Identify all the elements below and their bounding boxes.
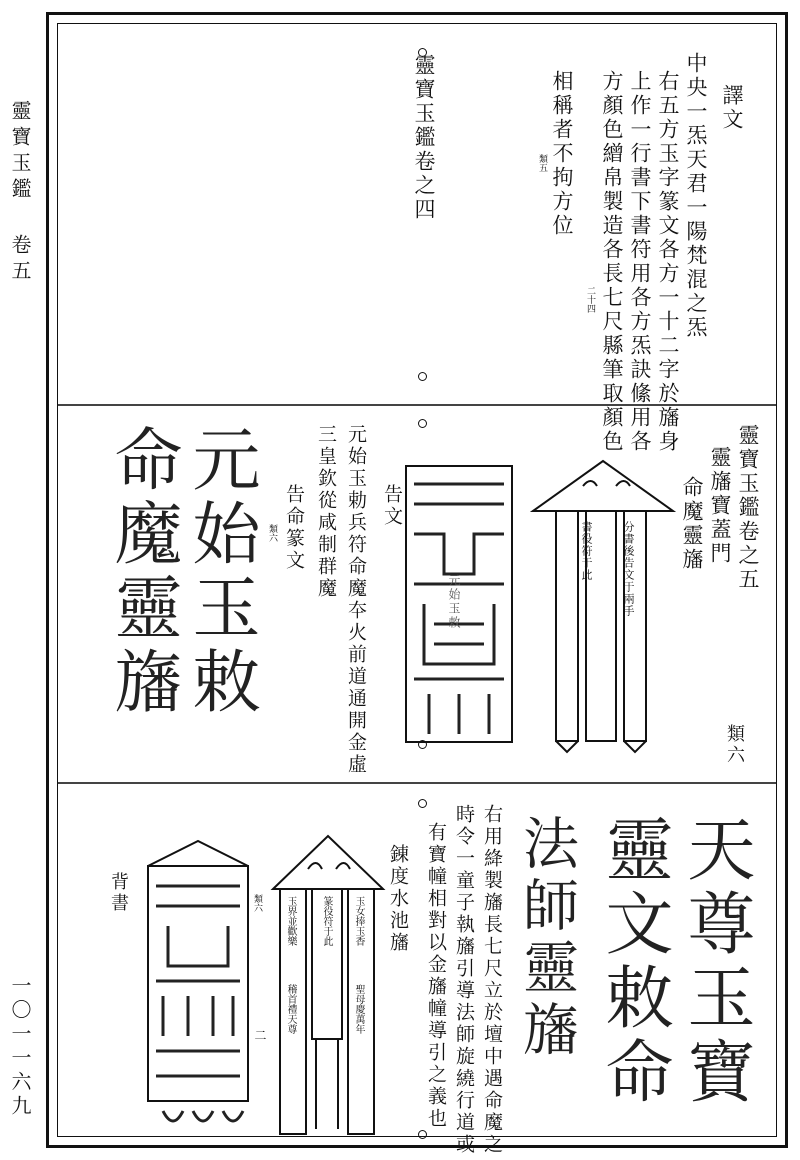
p3-back-label: 背書 — [108, 872, 129, 914]
page-inner-border — [57, 23, 777, 1156]
p2-banner-drawing — [528, 456, 678, 756]
p2-seal-col2: 命魔靈旛 — [103, 424, 182, 720]
p2-sub1: 靈旛寶蓋門 — [708, 446, 732, 566]
margin-page-number: 一〇一一六九 — [8, 975, 32, 1119]
p3-sub: 錬度水池旛 — [387, 844, 409, 954]
p2-title: 靈寶玉鑑卷之五 — [736, 424, 760, 592]
p3-banner-text-left: 玉女捧玉香 — [353, 896, 364, 946]
p2-text-col2: 三皇欽從咸制群魔 — [315, 424, 337, 600]
p3-text-col1: 右用絳製旛長七尺立於壇中遇命魔之 — [481, 804, 503, 1156]
p2-text-col1: 元始玉勅兵符命魔夲火前道通開金虛 — [345, 424, 367, 776]
p3-banner-text-left2: 聖母慶萬年 — [353, 984, 364, 1034]
p2-label: 類六 — [724, 724, 745, 766]
p3-banner-text-right: 玉界並歡樂 — [285, 896, 296, 946]
binding-hole — [418, 1130, 427, 1139]
p1-text-col4: 方顏色繒帛製造各長七尺縣筆取顏色 — [600, 70, 624, 454]
p3-banner-text-right2: 稽首禮天尊 — [285, 984, 296, 1034]
p1-text-col3: 上作一行書下書符用各方炁訣絛用各 — [628, 70, 652, 454]
page-frame — [46, 12, 788, 1156]
p2-sub2: 命魔靈旛 — [680, 476, 704, 572]
p1-text-col2: 右五方玉字篆文各方一十二字於旛身 — [656, 70, 680, 454]
p3-num: 二 — [253, 1029, 267, 1041]
margin-book-title: 靈寶玉鑑 卷五 — [8, 100, 32, 286]
p3-seal-col3: 法師靈旛 — [514, 814, 579, 1062]
p3-text-col3: 有寶幢相對以金旛幢導引之義也 — [425, 822, 447, 1130]
p3-seal-col2: 靈文敕命 — [594, 814, 673, 1110]
p1-title: 靈寶玉鑑卷之四 — [412, 54, 436, 222]
p1-note-b: 類五 — [537, 154, 547, 172]
p2-seal-col1: 元始玉敕 — [181, 424, 260, 720]
p1-heading: 譯文 — [720, 84, 744, 132]
p1-text-col5: 相稱者不拘方位 — [550, 70, 574, 238]
p3-seal-banner-drawing — [138, 836, 258, 1136]
p2-note: 類六 — [267, 524, 277, 542]
p1-text-col1: 中央一炁天君一陽梵混之炁 — [684, 52, 708, 340]
p2-banner-text-right: 書役符于此 — [580, 521, 593, 581]
binding-hole — [418, 372, 427, 381]
p3-banner-text-mid: 篆役符于此 — [321, 896, 332, 946]
p3-note: 類六 — [252, 894, 262, 912]
p2-text-col3: 告命篆文 — [283, 484, 305, 572]
p1-note-a: 二十四 — [585, 286, 595, 313]
p3-text-col2: 時令一童子執旛引導法師旋繞行道或 — [453, 804, 475, 1156]
p3-seal-col1: 天尊玉寶 — [676, 814, 755, 1110]
binding-hole — [418, 419, 427, 428]
panel-divider-2 — [58, 782, 776, 784]
p2-gaowen: 告文 — [381, 484, 403, 528]
p2-seal-block-text: 元始玉敕 — [447, 574, 461, 630]
p2-banner-text-left: 分書後告文于兩手 — [622, 521, 635, 617]
binding-hole — [418, 799, 427, 808]
